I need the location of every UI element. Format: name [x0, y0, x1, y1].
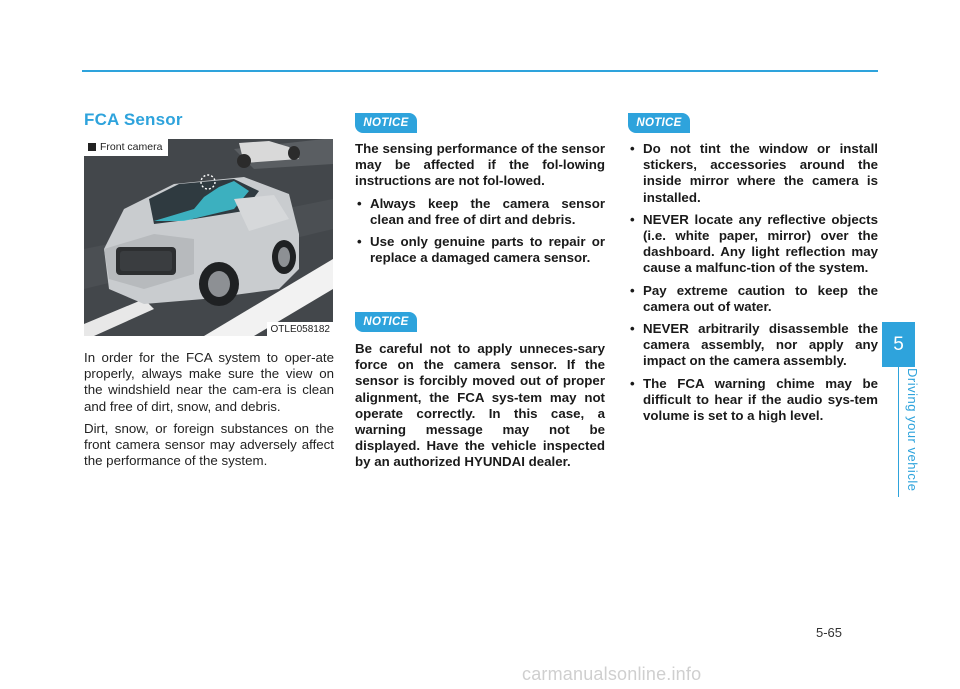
- figure-label-text: Front camera: [100, 141, 163, 153]
- list-item: • The FCA warning chime may be difficult to hear if the audio sys-tem volume is set to a high level.: [628, 376, 878, 425]
- paragraph: Dirt, snow, or foreign substances on the front camera sensor may adversely affect the performance of the system.: [84, 420, 334, 469]
- notice-force-warning: [355, 341, 605, 477]
- figure-code: OTLE058182: [267, 322, 334, 336]
- chapter-divider: [898, 367, 899, 497]
- page-number: 5-65: [816, 625, 843, 640]
- square-bullet-icon: [88, 143, 96, 151]
- list-item: • Always keep the camera sensor clean and free of dirt and debris.: [355, 196, 605, 228]
- chapter-title: Driving your vehicle: [905, 368, 920, 492]
- notice-sensing-performance: [355, 141, 605, 272]
- suv-camera-drawing: [84, 139, 333, 336]
- list-item: • Pay extreme caution to keep the camera out of water.: [628, 283, 878, 315]
- front-camera-illustration: [84, 139, 333, 336]
- list-item: • NEVER arbitrarily disassemble the camera assembly, nor apply any impact on the camera assembly.: [628, 321, 878, 370]
- chapter-number-tab: 5: [882, 322, 915, 367]
- list-item: • Use only genuine parts to repair or replace a damaged camera sensor.: [355, 234, 605, 266]
- fca-sensor-description: [84, 350, 334, 475]
- notice-badge: NOTICE: [355, 312, 417, 332]
- figure-label: [84, 139, 168, 156]
- notice-text: Be careful not to apply unneces-sary force on the camera sensor. If the sensor is forcibly moved out of proper alignment, the FCA sys-tem may not operate correctly. In this case, a warning message may not be displayed. Have the vehicle inspected by an authorized HYUNDAI dealer.: [355, 341, 605, 470]
- notice-bullet-list: [355, 196, 605, 267]
- list-item: • NEVER locate any reflective objects (i.e. white paper, mirror) over the dashboard. Any light reflection may cause a malfunc-tion of the system.: [628, 212, 878, 277]
- watermark: carmanualsonline.info: [522, 664, 702, 684]
- list-item: • Do not tint the window or install stickers, accessories around the inside mirror where the camera is installed.: [628, 141, 878, 206]
- header-rule: [82, 70, 878, 72]
- paragraph: In order for the FCA system to oper-ate properly, always make sure the view on the windshield near the cam-era is clean and free of dirt, snow, and debris.: [84, 350, 334, 414]
- notice-intro: The sensing performance of the sensor may be affected if the fol-lowing instructions are not fol-lowed.: [355, 141, 605, 189]
- notice-bullet-list: [628, 141, 878, 424]
- notice-camera-precautions: [628, 141, 878, 430]
- notice-badge: NOTICE: [628, 113, 690, 133]
- notice-badge: NOTICE: [355, 113, 417, 133]
- section-title: FCA Sensor: [84, 110, 183, 129]
